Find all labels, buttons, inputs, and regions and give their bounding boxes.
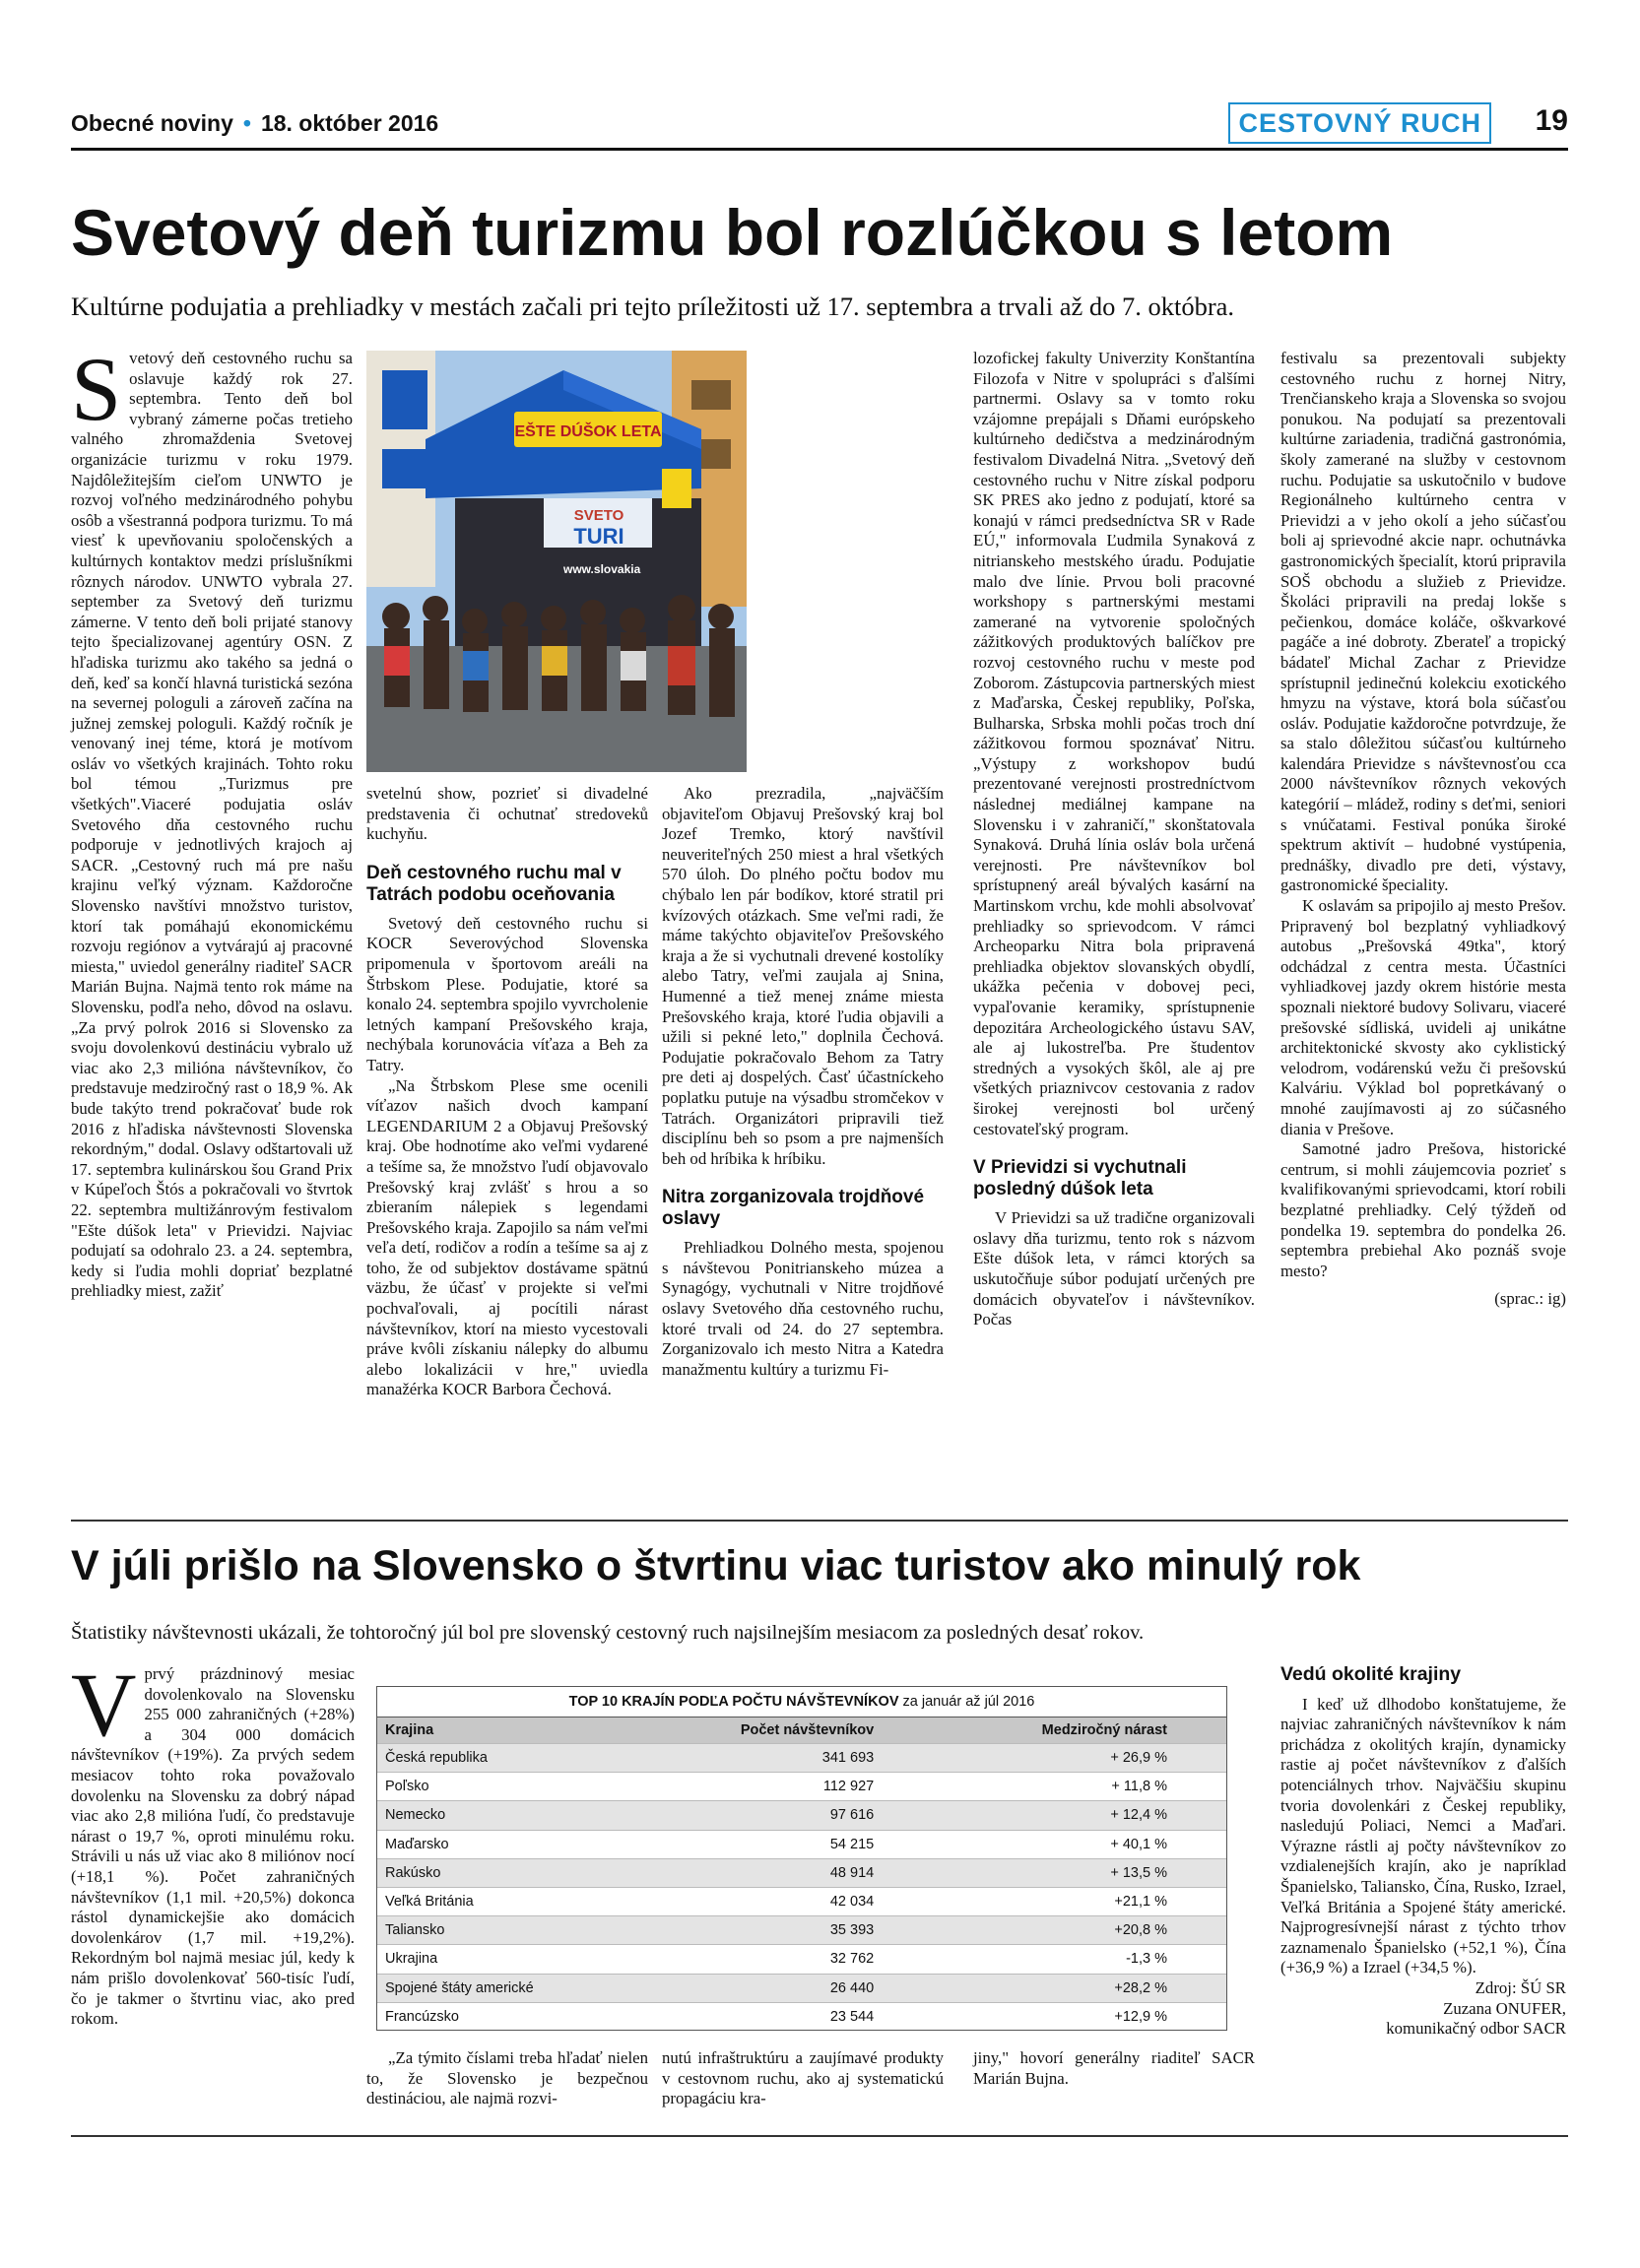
article1-col5-par3: Samotné jadro Prešova, historické centrum, si mohli záujemcovia pozrieť s kvalifikovanými sprievodcami, ktorí robili bezplatné prehliadky. Celý týždeň od pondelka 19. septembra do pondelka 26. septembra prebiehal Ako poznáš svoje mesto?	[1280, 1139, 1566, 1280]
cell-visitors: 32 762	[627, 1945, 933, 1974]
cell-growth: +21,1 %	[933, 1887, 1226, 1915]
article1-column-3	[662, 784, 944, 1380]
table-header-growth: Medziročný nárast	[933, 1717, 1226, 1744]
table-row	[377, 1830, 1226, 1858]
below-table-text-2: nutú infraštruktúru a zaujímavé produkty v cestovnom ruchu, ako aj systematickú propagáciu kra-	[662, 2048, 944, 2108]
cell-country: Francúzsko	[377, 2002, 627, 2031]
article1-col5-par1: festivalu sa prezentovali subjekty cestovného ruchu z hornej Nitry, Trenčianskeho kraja a Slovenska so svojou ponukou. Na podujatí sa prezentovali kultúrne zariadenia, tradičná gastronómia, školy zamerané na služby v cestovnom ruchu. Podujatie sa uskutočnilo v budove Regionálneho kultúrneho centra v Prievidzi a v jeho okolí a jeho súčasťou boli aj sprievodné akcie napr. ochutnávka gastronomických špecialít, ktorú pripravila SOŠ obchodu a služieb z Prievidze. Školáci pripravili na predaj lokše s pečienkou, domáce koláče, oškvarkové pagáče a iné dobroty. Zberateľ a tropický bádateľ Michal Zachar z Prievidze sprístupnil jedinečnú kolekciu exotického hmyzu na výstave, ktorá bola súčasťou osláv. Podujatie každoročne potvrdzuje, že sa stalo dôležitou súčasťou kultúrneho kalendára Prievidze s návštevnosťou cca 2000 návštevníkov rôznych vekových kategórií – mládež, rodiny s deťmi, seniori s vnúčatami. Festival ponúka široké spektrum aktivít – hudobné vystúpenia, prednášky, divadlo pre deti, výstavy, gastronomické špeciality.	[1280, 349, 1566, 895]
sidebar-source: Zdroj: ŠÚ SR	[1475, 1977, 1566, 1997]
below-table-col3	[973, 2048, 1255, 2089]
cell-growth: + 12,4 %	[933, 1801, 1226, 1830]
table-row	[377, 1773, 1226, 1801]
article2-dek: Štatistiky návštevnosti ukázali, že tohtoročný júl bol pre slovenský cestovný ruch najsilnejším mesiacom za posledných desať rokov.	[71, 1622, 1145, 1644]
cell-growth: + 13,5 %	[933, 1858, 1226, 1887]
article1-col3-par1: Ako prezradila, „najväčším objaviteľom Objavuj Prešovský kraj bol Jozef Tremko, ktorý navštívil neuveriteľných 250 miest a hral všetkých 570 úloh. Do plného počtu bodov mu chýbalo len pár bodíkov, ktoré stratil pri kvízových otázkach. Sme veľmi radi, že máme takýchto objaviteľov Prešovského kraja a že si vychutnali drevené kostolíky alebo Tatry, veľmi zaujala aj Snina, Humenné a tiež menej známe miesta Prešovského kraja, ktoré ľudia objavili a užili si pekné leto," doplnila Čechová. Podujatie pokračovalo Behom za Tatry pre deti aj dospelých. Časť účastníckeho poplatku putuje na výsadbu stromčekov v Tatrách. Organizátori pripravili tiež disciplínu beh so psom a pre najmenších beh od hríbika k hríbiku.	[662, 784, 944, 1168]
subheading-nitra: Nitra zorganizovala trojdňové oslavy	[662, 1187, 925, 1230]
article1-col2-par3: „Na Štrbskom Plese sme ocenili víťazov našich dvoch kampaní LEGENDARIUM 2 a Objavuj Prešovský kraj. Obe hodnotíme ako veľmi vydarené a tešíme sa, že množstvo ľudí objavovalo Prešovský kraj zvlášť s hrou a so zbieraním nálepiek s legendami Prešovského kraja. Zapojilo sa nám veľmi veľa detí, rodičov a rodín a tešíme sa aj z toho, že od subjektov dostávame spätnú väzbu, že účasť v projekte si veľmi pochvaľovali, aj pocítili nárast návštevníkov, ktorí na miesto vycestovali práve kvôli získaniu nálepky do albumu alebo lokalizácii v hre," uviedla manažérka KOCR Barbora Čechová.	[366, 1075, 648, 1399]
cell-country: Ukrajina	[377, 1945, 627, 1974]
article1-col4-par1: lozofickej fakulty Univerzity Konštantína Filozofa v Nitre v spolupráci s ďalšími partnermi. Oslavy sa v tomto roku vzájomne prepájali s Dňami európskeho kultúrneho dedičstva a medzinárodným festivalom Divadelná Nitra. „Svetový deň cestovného ruchu v Nitre získal podporu SK PRES ako jedno z podujatí, ktoré sa konajú v rámci predsedníctva SR v Rade EÚ," informovala Ľudmila Synaková z nitrianskeho mestského úradu. Podujatie malo dve línie. Prvou boli pracovné workshopy s partnerskými mestami zamerané na vytvorenie spoločných zážitkových produktových balíčkov pre rozvoj cestovného ruchu v meste pod Zoborom. Zástupcovia partnerských miest z Maďarska, Českej republiky, Poľska, Bulharska, Srbska mohli počas troch dní zážitkovou formou spoznávať Nitru. „Výstupy z workshopov budú prezentované verejnosti prostredníctvom následnej mediálnej kampane na Slovensku i v zahraničí," skonštatovala Synaková. Druhá línia osláv bola určená verejnosti. Pre návštevníkov bol sprístupnený areál bývalých kasární na Martinskom vrchu, kde mohli absolvovať prehliadky so sprievodcom. V rámci Archeoparku Nitra bola pripravená prehliadka objektov slovanských obydlí, ukážka pečenia v dobovej peci, vypaľovanie keramiky, sprístupnenie depozitára Archeologického ústavu SAV, ale aj lukostreľba. Pre študentov stredných a vysokých škôl, ale aj pre všetkých priaznivcov cestovania z radov širokej verejnosti bol určený cestovateľský program.	[973, 349, 1255, 1138]
sidebar-author: Zuzana ONUFER,	[1443, 1998, 1566, 2018]
article2-column-1	[71, 1654, 355, 2030]
sidebar-text: I keď už dlhodobo konštatujeme, že najviac zahraničných návštevníkov k nám prichádza z okolitých krajín, dynamicky rastie aj počet návštevníkov z ďalších potenciálnych trhov. Najväčšiu skupinu tvoria dovolenkári z Českej republiky, nasledujú Poliaci, Nemci a Maďari. Výrazne rástli aj počty návštevníkov zo vzdialenejších krajín, ako je napríklad Španielsko, Taliansko, Čína, Rusko, Izrael, Veľká Británia a Spojené štáty americké. Najprogresívnejší nárast z týchto trhov zaznamenalo Španielsko (+52,1 %), Čína (+36,9 %) a Izrael (+34,5 %).	[1280, 1694, 1566, 1977]
cell-country: Veľká Británia	[377, 1887, 627, 1915]
cell-country: Česká republika	[377, 1744, 627, 1773]
cell-visitors: 35 393	[627, 1916, 933, 1945]
article1-column-1	[71, 339, 353, 1302]
table-row	[377, 1801, 1226, 1830]
article1-col4-par2: V Prievidzi sa už tradične organizovali oslavy dňa turizmu, tento rok s názvom Ešte dúšok leta, v rámci ktorých sa uskutočňuje súbor podujatí určených pre domácich obyvateľov i návštevníkov. Počas	[973, 1208, 1255, 1329]
cell-visitors: 42 034	[627, 1887, 933, 1915]
cell-visitors: 54 215	[627, 1830, 933, 1858]
sidebar-author-role: komunikačný odbor SACR	[1386, 2019, 1566, 2039]
cell-country: Rakúsko	[377, 1858, 627, 1887]
svg-text:EŠTE DÚŠOK LETA: EŠTE DÚŠOK LETA	[514, 423, 662, 440]
header-rule	[71, 148, 1568, 151]
table-caption-title: TOP 10 KRAJÍN PODĽA POČTU NÁVŠTEVNÍKOV	[568, 1694, 899, 1710]
sidebar-title: Vedú okolité krajiny	[1280, 1663, 1462, 1685]
table-row	[377, 1945, 1226, 1974]
cell-country: Spojené štáty americké	[377, 1974, 627, 2002]
table-header-visitors: Počet návštevníkov	[627, 1717, 933, 1744]
table-caption-period: za január až júl 2016	[902, 1694, 1035, 1710]
separator-dot: •	[242, 110, 251, 136]
article1-column-5	[1280, 349, 1566, 1310]
table-row	[377, 1744, 1226, 1773]
cell-visitors: 97 616	[627, 1801, 933, 1830]
cell-visitors: 112 927	[627, 1773, 933, 1801]
subheading-tatry: Deň cestovného ruchu mal v Tatrách podobu oceňovania	[366, 862, 622, 905]
cell-country: Maďarsko	[377, 1830, 627, 1858]
article2-col1-text: prvý prázdninový mesiac dovolenkovalo na Slovensku 255 000 zahraničných (+28%) a 304 000 domácich návštevníkov (+19%). Za prvých sedem mesiacov tohto roka považovalo dovolenku na Slovensku za dobrý nápad viac ako 2,8 milióna ľudí, čo predstavuje nárast o 19,7 %, oproti minulému roku. Strávili u nás už viac ako 8 miliónov nocí (+18,1 %). Počet zahraničných návštevníkov (1,1 mil. +20,5%) dokonca rástol dynamickejšie ako domácich dovolenkárov (1,7 mil. +19,2%). Rekordným bol najmä mesiac júl, kedy k nám prišlo dovolenkovať 560-tisíc ľudí, čo je takmer o štvrtinu viac, ako pred rokom.	[71, 1664, 355, 2029]
article-divider	[71, 1520, 1568, 1522]
article1-col5-par2: K oslavám sa pripojilo aj mesto Prešov. Pripravený bol bezplatný vyhliadkový autobus „Prešovská 49tka", ktorý odchádzal z centra mesta. Účastníci vyhliadkovej jazdy okrem histórie mesta spoznali niektoré budovy Solivaru, viaceré prešovské sídliská, uvideli aj unikátne architektonické skvosty ako cyklistický velodrom, vodárenskú vežu či prešovskú Kalváriu. Výklad bol popretkávaný o mnohé zaujímavosti aj zo súčasného diania v Prešove.	[1280, 896, 1566, 1138]
bottom-rule	[71, 2135, 1568, 2137]
article2-headline: V júli prišlo na Slovensko o štvrtinu viac turistov ako minulý rok	[71, 1542, 1361, 1589]
cell-country: Nemecko	[377, 1801, 627, 1830]
table-body	[377, 1717, 1226, 2031]
table-header-country: Krajina	[377, 1717, 627, 1744]
below-table-col1	[366, 2048, 648, 2109]
article1-credit: (sprac.: ig)	[1494, 1289, 1566, 1309]
subheading-prievidza: V Prievidzi si vychutnali posledný dúšok leta	[973, 1157, 1187, 1200]
below-table-text-3: jiny," hovorí generálny riaditeľ SACR Marián Bujna.	[973, 2048, 1255, 2088]
festival-stage-photo	[366, 351, 747, 772]
table-row	[377, 2002, 1226, 2031]
svg-text:SVETO: SVETO	[573, 507, 624, 524]
cell-visitors: 341 693	[627, 1744, 933, 1773]
cell-growth: + 11,8 %	[933, 1773, 1226, 1801]
event-photo	[366, 351, 747, 772]
article1-col2-par2: Svetový deň cestovného ruchu si KOCR Severovýchod Slovenska pripomenula v športovom areáli na Štrbskom Plese. Podujatie, ktoré sa konalo 24. septembra spojilo vyvrcholenie letných kampaní Prešovského kraja, nechýbala korunovácia víťaza a Beh za Tatry.	[366, 913, 648, 1074]
article1-col1-text: vetový deň cestovného ruchu sa oslavuje každý rok 27. septembra. Tento deň bol vybraný zámerne počas tretieho valného zhromaždenia Svetovej organizácie turizmu v roku 1979. Najdôležitejším cieľom UNWTO je rozvoj voľného medzinárodného pohybu osôb a všestranná podpora turizmu. To má viesť k upevňovaniu spoločenských a kultúrnych kontaktov medzi príslušníkmi rôznych národov. UNWTO vybrala 27. september za Svetový deň turizmu zámerne. V tento deň boli prijaté stanovy tejto špecializovanej agentúry OSN. Z hľadiska turizmu ako takého sa jedná o deň, keď sa končí hlavná turistická sezóna na severnej pologuli a zároveň začína na južnej zemskej pologuli. Každý ročník je venovaný inej téme, ktorá je motívom osláv vo všetkých krajinách. Tohto roku bol témou „Turizmus pre všetkých".Viaceré podujatia osláv Svetového dňa cestovného ruchu podporuje v jednotlivých krajoch aj SACR. „Cestovný ruch má pre našu krajinu veľký význam. Každoročne Slovensko navštívi množstvo turistov, ktorí tak pomáhajú ekonomickému rozvoju regiónov a vytvárajú aj pracovné miesta," uviedol generálny riaditeľ SACR Marián Bujna. Najmä tento rok máme na Slovensku, podľa neho, dôvod na oslavu. „Za prvý polrok 2016 si Slovensko za svoju dovolenkovú destináciu vybralo už viac ako 2,3 milióna návštevníkov, čo predstavuje medziročný rast o 18,9 %. Ak bude takýto trend pokračovať bude rok 2016 z hľadiska návštevnosti Slovenska rekordným," dodal. Oslavy odštartovali už 17. septembra kulinárskou šou Grand Prix v Kúpeľoch Štós a pokračovali vo štvrtok 22. septembra multižánrovým festivalom "Ešte dúšok leta" v Prievidzi. Najviac podujatí sa odohralo 23. a 24. septembra, kedy si ľudia mohli dopriať bezplatné prehliadky miest, zažiť	[71, 349, 353, 1301]
cell-growth: +12,9 %	[933, 2002, 1226, 2031]
cell-visitors: 23 544	[627, 2002, 933, 2031]
article1-col2-par1: svetelnú show, pozrieť si divadelné predstavenia či ochutnať stredoveků kuchyňu.	[366, 784, 648, 844]
table-row	[377, 1916, 1226, 1945]
table-row	[377, 1974, 1226, 2002]
cell-visitors: 26 440	[627, 1974, 933, 2002]
svg-text:www.slovakia: www.slovakia	[563, 562, 641, 576]
table-caption	[377, 1687, 1226, 1717]
cell-growth: + 40,1 %	[933, 1830, 1226, 1858]
cell-visitors: 48 914	[627, 1858, 933, 1887]
article1-column-4	[973, 349, 1255, 1330]
publication-line	[71, 110, 438, 137]
top10-countries-table	[376, 1686, 1227, 2031]
article1-column-2	[366, 784, 648, 1400]
cell-country: Taliansko	[377, 1916, 627, 1945]
cell-growth: + 26,9 %	[933, 1744, 1226, 1773]
cell-country: Poľsko	[377, 1773, 627, 1801]
cell-growth: +20,8 %	[933, 1916, 1226, 1945]
sidebar	[1280, 1664, 1566, 2040]
article1-col3-par2: Prehliadkou Dolného mesta, spojenou s návštevou Ponitrianskeho múzea a Synagógy, vychutnali v Nitre trojdňové oslavy Svetového dňa cestovného ruchu, ktoré trvali od 24. do 27 septembra. Zorganizovalo ich mesto Nitra a Katedra manažmentu kultúry a turizmu Fi-	[662, 1238, 944, 1379]
section-label: CESTOVNÝ RUCH	[1228, 102, 1491, 144]
svg-text:TURI: TURI	[573, 524, 624, 549]
drop-cap-v: V	[71, 1654, 137, 1755]
page-header	[71, 102, 1568, 146]
table-row	[377, 1887, 1226, 1915]
article1-dek: Kultúrne podujatia a prehliadky v mestách začali pri tejto príležitosti už 17. septembra a trvali až do 7. októbra.	[71, 292, 1235, 321]
issue-date: 18. október 2016	[260, 110, 439, 136]
publication-name: Obecné noviny	[71, 110, 233, 136]
below-table-text-1: „Za týmito číslami treba hľadať nielen to, že Slovensko je bezpečnou destináciou, ale najmä rozvi-	[366, 2048, 648, 2108]
drop-cap: S	[71, 339, 122, 439]
article1-headline: Svetový deň turizmu bol rozlúčkou s letom	[71, 196, 1394, 269]
cell-growth: -1,3 %	[933, 1945, 1226, 1974]
page-number: 19	[1535, 104, 1568, 137]
below-table-col2	[662, 2048, 944, 2109]
cell-growth: +28,2 %	[933, 1974, 1226, 2002]
table-row	[377, 1858, 1226, 1887]
